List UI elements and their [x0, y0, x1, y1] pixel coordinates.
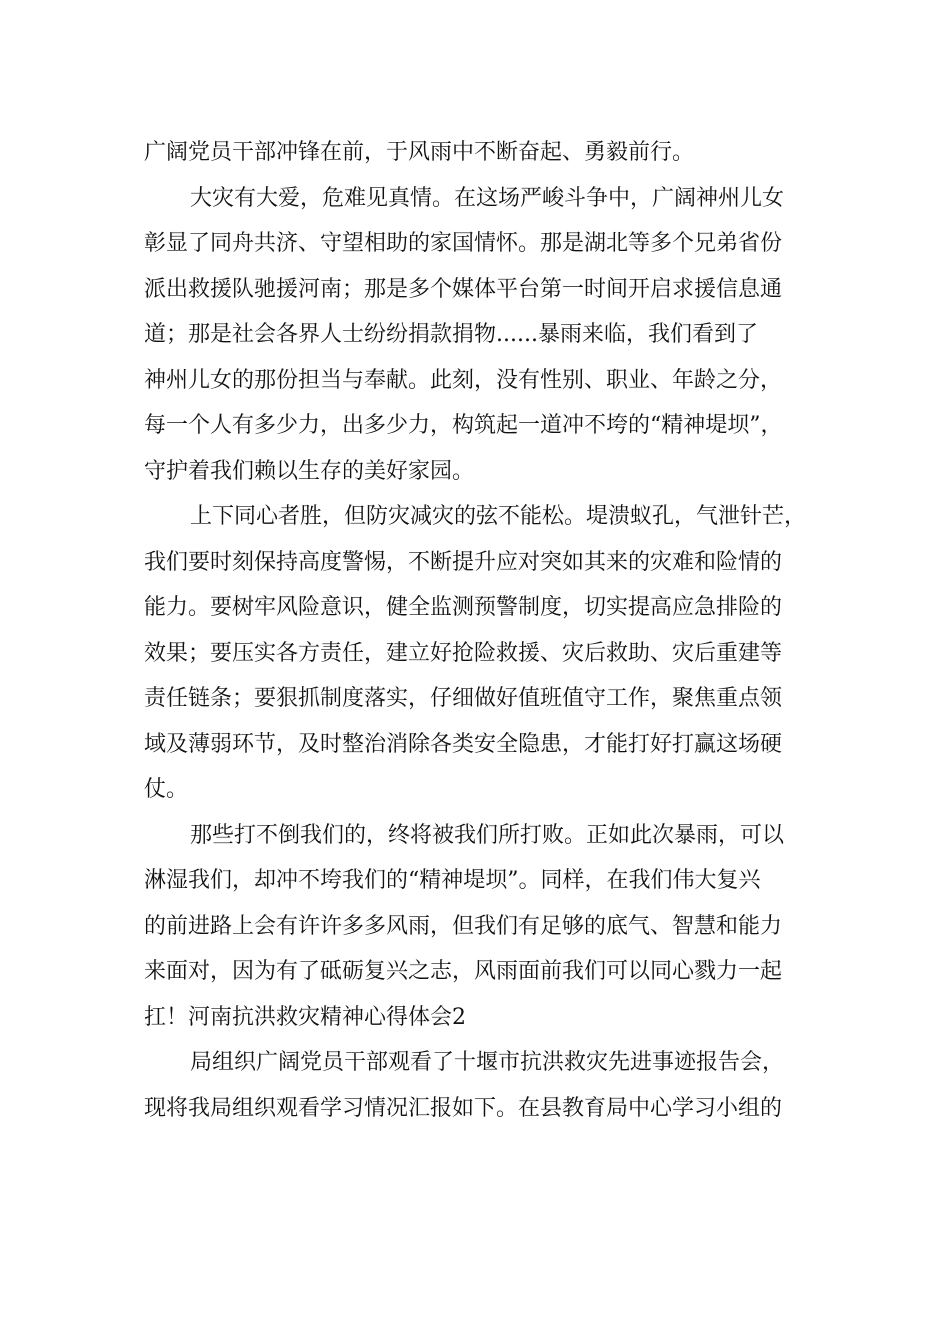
text-line: 淋湿我们，却冲不垮我们的“精神堤坝”。同样，在我们伟大复兴 [144, 868, 761, 893]
text-line: 能力。要树牢风险意识，健全监测预警制度，切实提高应急排险的 [144, 595, 783, 620]
text-line: 那些打不倒我们的，终将被我们所打败。正如此次暴雨，可以 [190, 822, 785, 848]
text-line: 扛！河南抗洪救灾精神心得体会2 [144, 1004, 466, 1030]
text-line: 大灾有大爱，危难见真情。在这场严峻斗争中，广阔神州儿女 [190, 185, 785, 211]
text-line: 上下同心者胜，但防灾减灾的弦不能松。堤溃蚁孔，气泄针芒， [190, 504, 807, 529]
text-line: 广阔党员干部冲锋在前，于风雨中不断奋起、勇毅前行。 [144, 140, 695, 165]
text-line: 局组织广阔党员干部观看了十堰市抗洪救灾先进事迹报告会， [190, 1050, 785, 1075]
paragraph-2 [144, 176, 834, 495]
text-line: 责任链条；要狠抓制度落实，仔细做好值班值守工作，聚焦重点领 [144, 686, 783, 711]
text-line: 神州儿女的那份担当与奉献。此刻，没有性别、职业、年龄之分， [144, 367, 783, 393]
text-line: 现将我局组织观看学习情况汇报如下。在县教育局中心学习小组的 [144, 1095, 783, 1121]
text-line: 彰显了同舟共济、守望相助的家国情怀。那是湖北等多个兄弟省份 [144, 231, 783, 256]
text-line: 效果；要压实各方责任，建立好抢险救援、灾后救助、灾后重建等 [144, 640, 783, 666]
text-line: 每一个人有多少力，出多少力，构筑起一道冲不垮的“精神堤坝”， [144, 413, 783, 438]
document-body [144, 130, 834, 1131]
paragraph-4 [144, 813, 834, 1041]
text-line: 我们要时刻保持高度警惕，不断提升应对突如其来的灾难和险情的 [144, 549, 783, 575]
text-line: 来面对，因为有了砥砺复兴之志，风雨面前我们可以同心戮力一起 [144, 959, 783, 984]
paragraph-3 [144, 494, 834, 813]
text-line: 域及薄弱环节，及时整治消除各类安全隐患，才能打好打赢这场硬 [144, 731, 783, 757]
text-line: 的前进路上会有许许多多风雨，但我们有足够的底气、智慧和能力 [144, 913, 783, 939]
text-line: 道；那是社会各界人士纷纷捐款捐物......暴雨来临，我们看到了 [144, 322, 758, 347]
text-line: 派出救援队驰援河南；那是多个媒体平台第一时间开启求援信息通 [144, 276, 783, 302]
paragraph-1 [144, 130, 834, 176]
text-line: 仗。 [144, 777, 189, 802]
text-line: 守护着我们赖以生存的美好家园。 [144, 458, 475, 484]
paragraph-5 [144, 1040, 834, 1131]
